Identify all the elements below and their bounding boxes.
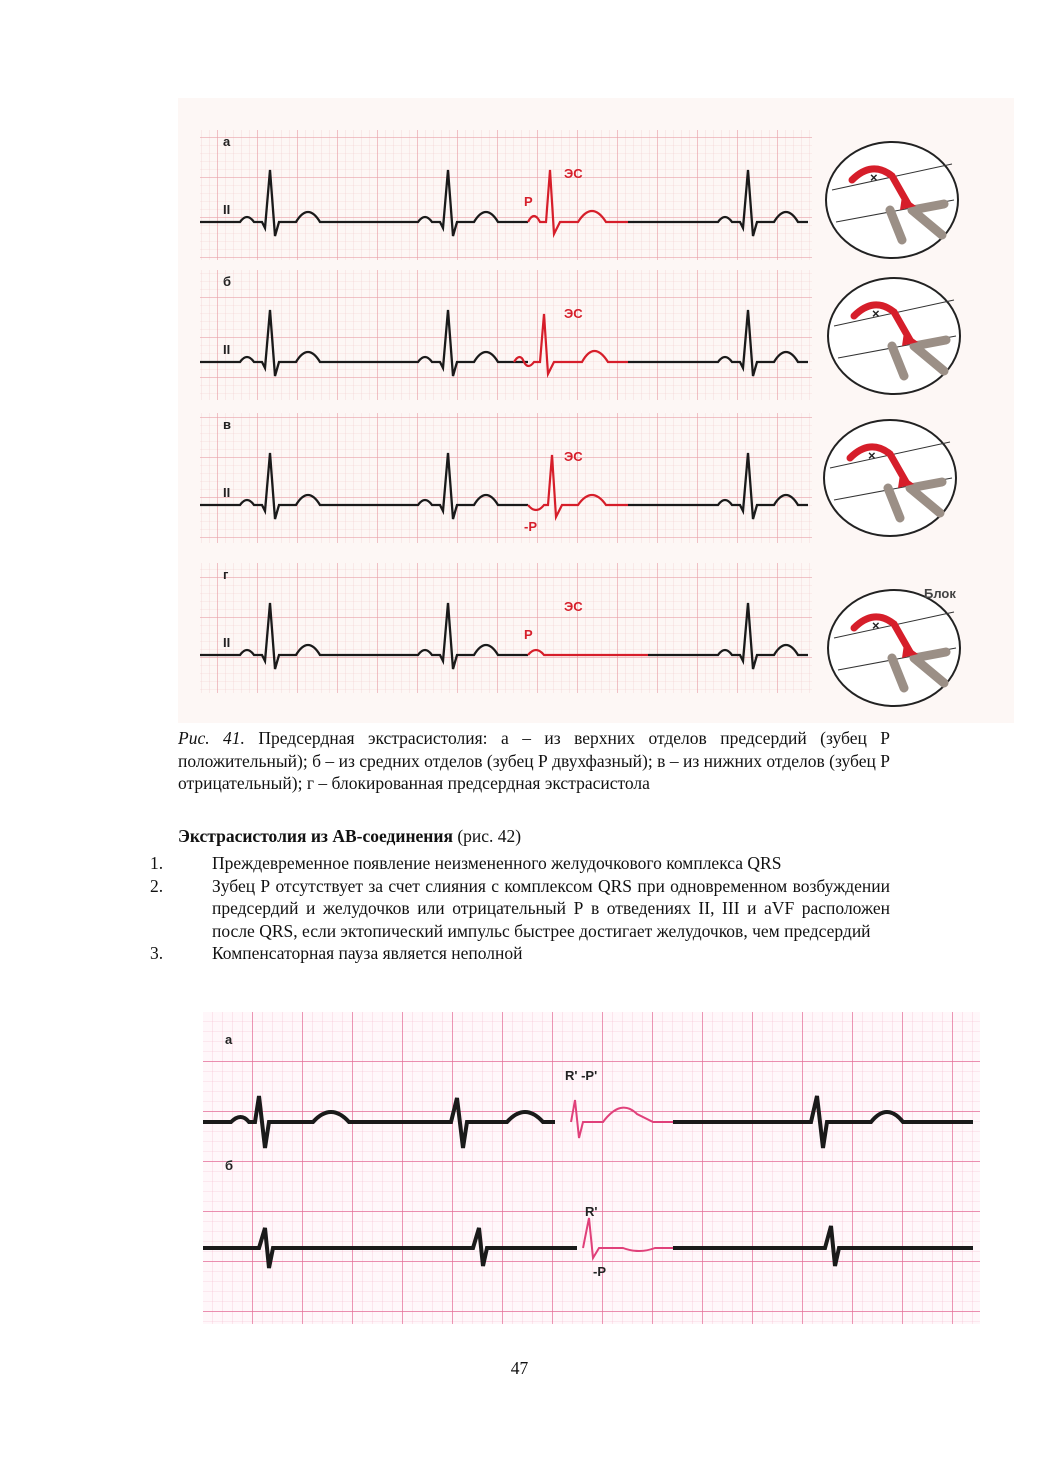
list-item-number: 3.: [150, 943, 164, 964]
ectopic-focus-marker: ×: [868, 448, 876, 463]
figure-41-caption: [178, 727, 890, 795]
list-item-text: Компенсаторная пауза является неполной: [212, 943, 523, 964]
ecg-annotation: ЭС: [564, 166, 583, 181]
lead-label: II: [223, 485, 231, 500]
strip-letter: г: [223, 567, 229, 582]
ecg-grid: [200, 413, 812, 543]
list-item: [150, 942, 890, 965]
strip-letter: б: [225, 1158, 234, 1173]
ecg-annotation: R' -P': [565, 1068, 598, 1083]
heart-conduction-diagram: [828, 278, 960, 394]
ecg-annotation: -P: [524, 519, 537, 534]
section-ref: (рис. 42): [457, 826, 522, 846]
list-item: [150, 852, 890, 875]
list-item-number: 2.: [150, 875, 164, 896]
strip-letter: б: [223, 274, 232, 289]
section-title: Экстрасистолия из АВ-соединения: [178, 826, 453, 846]
ecg-annotation: ЭС: [564, 306, 583, 321]
list-item-number: 1.: [150, 853, 164, 873]
strip-letter: в: [223, 417, 231, 432]
heart-conduction-diagram: [824, 420, 956, 536]
ecg-annotation: R': [585, 1204, 598, 1219]
list-item-text: Зубец Р отсутствует за счет слияния с комплексом QRS при одновременном возбуждении предсердий и желудочков или отрицательный Р в отведениях II, III и aVF расположен после QRS, если эктопический импульс быстрее достигает желудочков, чем предсердий: [212, 875, 890, 941]
page-number: 47: [510, 1358, 529, 1378]
caption-lead: Рис. 41.: [178, 728, 245, 748]
figure-42: [203, 1012, 980, 1324]
block-label: Блок: [924, 586, 956, 601]
list-item-text: Преждевременное появление неизмененного желудочкового комплекса QRS: [212, 853, 782, 873]
figure-41: [178, 98, 1014, 723]
criteria-list: [150, 852, 890, 965]
ectopic-focus-marker: ×: [872, 618, 880, 633]
ecg-grid: [200, 270, 812, 400]
ectopic-focus-marker: ×: [870, 170, 878, 185]
caption-text: Предсердная экстрасистолия: а – из верхних отделов предсердий (зубец Р положительный); б – из средних отделов (зубец Р двухфазный); в – из нижних отделов (зубец Р отрицательный); г – блокированная предсердная экстрасистола: [178, 728, 891, 794]
ecg-annotation: -P: [593, 1264, 606, 1279]
ectopic-focus-marker: ×: [872, 306, 880, 321]
ecg-annotation: ЭС: [564, 449, 583, 464]
heart-conduction-diagram: [826, 142, 958, 258]
strip-letter: а: [225, 1032, 233, 1047]
section-heading: [178, 826, 521, 847]
ecg-annotation: ЭС: [564, 599, 583, 614]
ecg-annotation: P: [524, 194, 533, 209]
lead-label: II: [223, 202, 231, 217]
lead-label: II: [223, 635, 231, 650]
ecg-grid: [200, 130, 812, 260]
list-item: [150, 875, 890, 943]
lead-label: II: [223, 342, 231, 357]
ecg-annotation: P: [524, 627, 533, 642]
ecg-grid: [200, 563, 812, 693]
strip-letter: а: [223, 134, 231, 149]
